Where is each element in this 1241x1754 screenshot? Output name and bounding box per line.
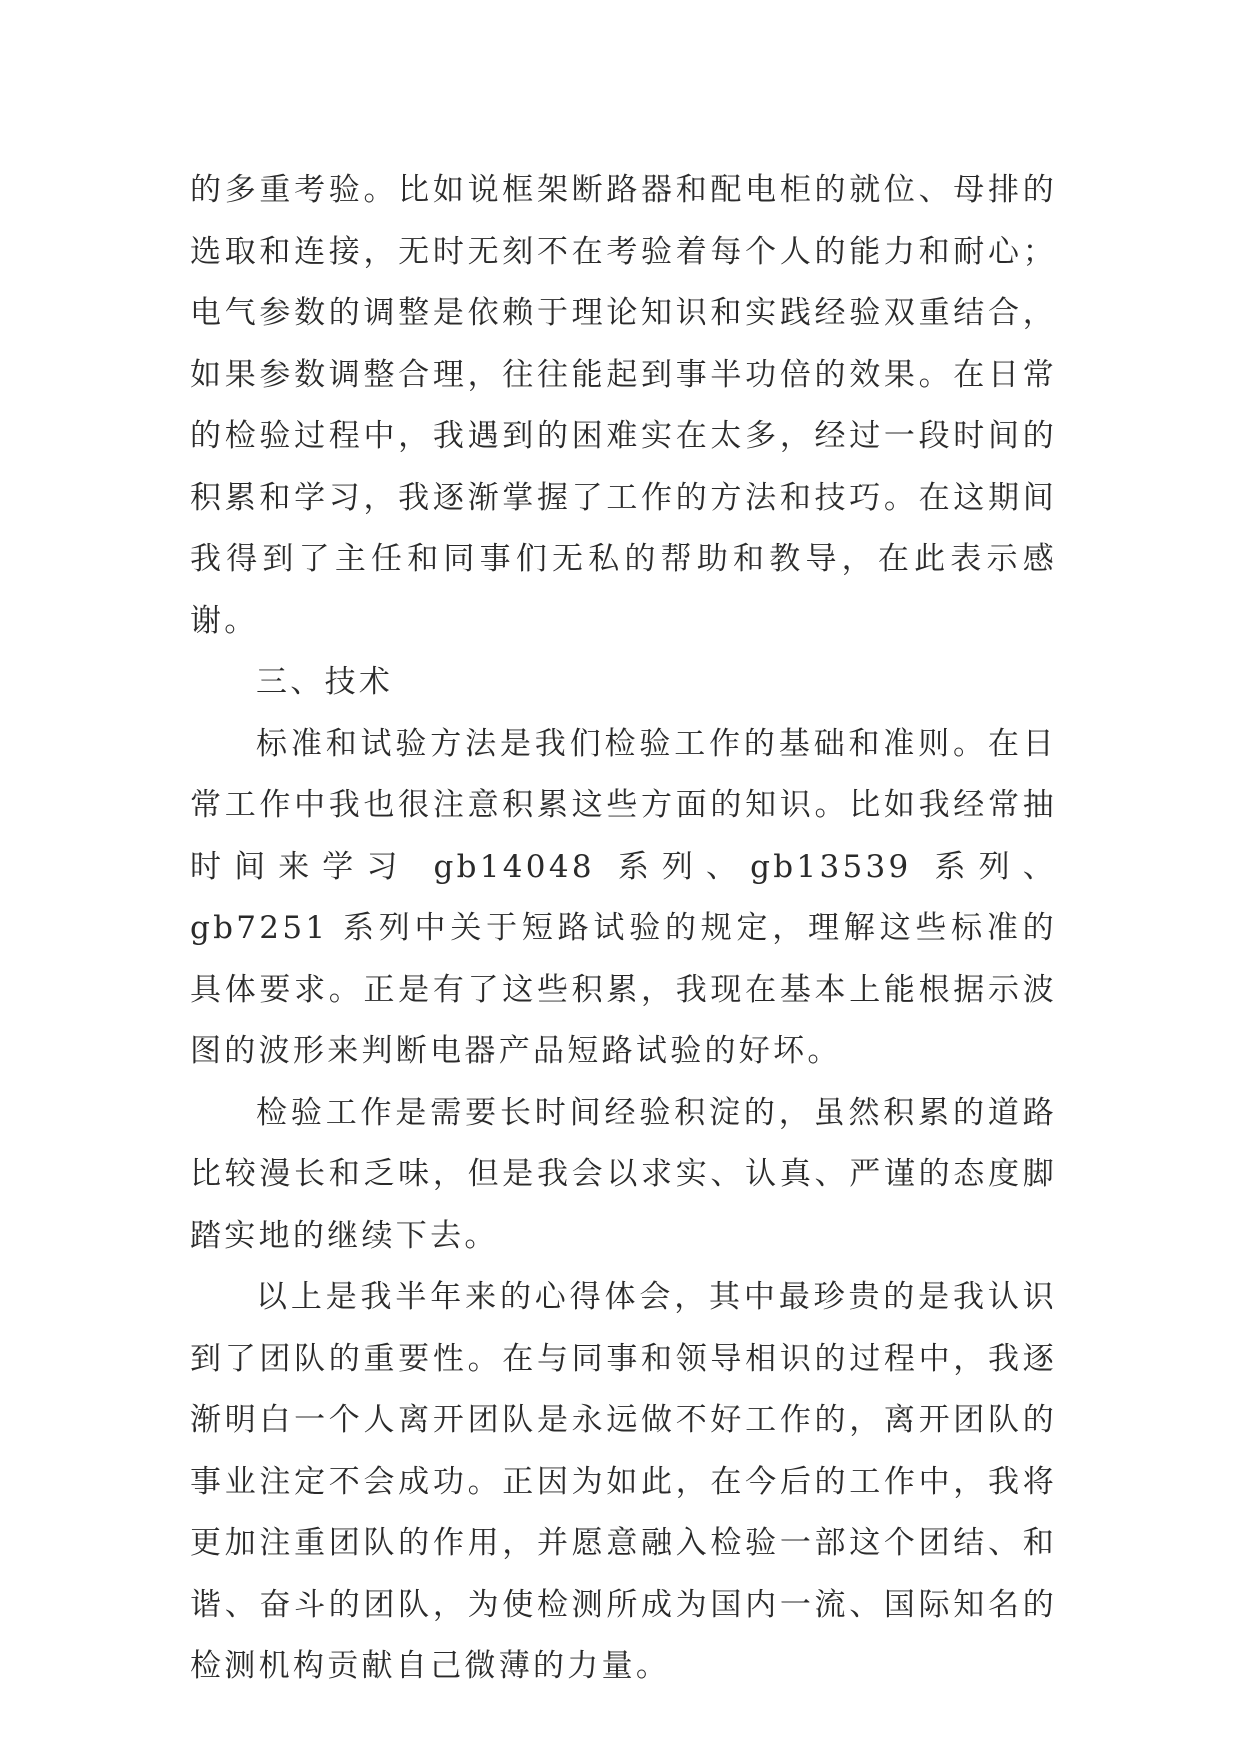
- paragraph-continuation: 的多重考验。比如说框架断路器和配电柜的就位、母排的选取和连接，无时无刻不在考验着每个人的能力和耐心；电气参数的调整是依赖于理论知识和实践经验双重结合，如果参数调整合理，往往能起到事半功倍的效果。在日常的检验过程中，我遇到的困难实在太多，经过一段时间的积累和学习，我逐渐掌握了工作的方法和技巧。在这期间我得到了主任和同事们无私的帮助和教导，在此表示感谢。: [190, 172, 1057, 639]
- paragraph-standards: 标准和试验方法是我们检验工作的基础和准则。在日常工作中我也很注意积累这些方面的知识。比如我经常抽时间来学习 gb14048 系列、gb13539 系列、gb7251 系列中关于短路试验的规定，理解这些标准的具体要求。正是有了这些积累，我现在基本上能根据示波图的波形来判断电器产品短路试验的好坏。: [190, 725, 1057, 1069]
- section-heading-technology: 三、技术: [256, 664, 394, 700]
- paragraph-experience: 检验工作是需要长时间经验积淀的，虽然积累的道路比较漫长和乏味，但是我会以求实、认真、严谨的态度脚踏实地的继续下去。: [190, 1094, 1057, 1254]
- document-body: [190, 160, 1057, 1698]
- paragraph-conclusion: 以上是我半年来的心得体会，其中最珍贵的是我认识到了团队的重要性。在与同事和领导相识的过程中，我逐渐明白一个人离开团队是永远做不好工作的，离开团队的事业注定不会成功。正因为如此，在今后的工作中，我将更加注重团队的作用，并愿意融入检验一部这个团结、和谐、奋斗的团队，为使检测所成为国内一流、国际知名的检测机构贡献自己微薄的力量。: [190, 1279, 1057, 1684]
